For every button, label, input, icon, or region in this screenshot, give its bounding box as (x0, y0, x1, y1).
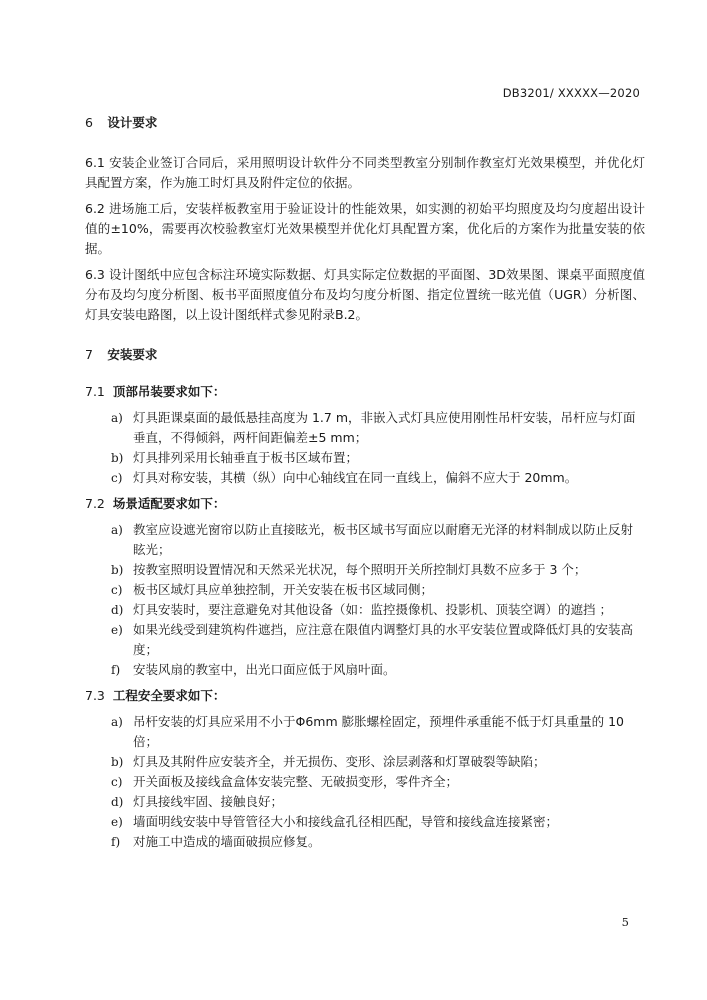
list-item-text: 灯具距课桌面的最低悬挂高度为 1.7 m，非嵌入式灯具应使用刚性吊杆安装，吊杆应与灯面垂直，不得倾斜，两杆间距偏差±5 mm； (133, 410, 636, 445)
section-6-number: 6 (85, 115, 93, 130)
list-item-text: 如果光线受到建筑构件遮挡，应注意在限值内调整灯具的水平安装位置或降低灯具的安装高度； (133, 622, 634, 657)
subsection-7-3-title: 工程安全要求如下： (112, 688, 226, 703)
page-content (85, 113, 645, 852)
list-item-text: 对施工中造成的墙面破损应修复。 (133, 834, 321, 849)
list-marker: f) (111, 835, 121, 849)
list-item (85, 752, 645, 772)
list-marker: a) (111, 411, 123, 425)
section-6-title: 设计要求 (107, 115, 158, 130)
list-item (85, 560, 645, 580)
list-item (85, 660, 645, 680)
list-item-text: 安装风扇的教室中，出光口面应低于风扇叶面。 (133, 662, 396, 677)
list-7-3 (85, 712, 645, 852)
list-marker: a) (111, 523, 123, 537)
list-item-text: 开关面板及接线盒盒体安装完整、无破损变形，零件齐全； (133, 774, 459, 789)
list-item (85, 580, 645, 600)
list-item (85, 712, 645, 752)
list-item-text: 教室应设遮光窗帘以防止直接眩光，板书区域书写面应以耐磨无光泽的材料制成以防止反射眩光； (133, 522, 634, 557)
section-7-number: 7 (85, 347, 93, 362)
list-item-text: 灯具接线牢固、接触良好； (133, 794, 284, 809)
subsection-7-1-number: 7.1 (85, 384, 105, 399)
list-marker: c) (111, 471, 123, 485)
clause-6-2: 6.2 进场施工后，安装样板教室用于验证设计的性能效果，如实测的初始平均照度及均匀度超出设计值的±10%，需要再次校验教室灯光效果模型并优化灯具配置方案，优化后的方案作为批量安装的依据。 (85, 201, 645, 256)
list-marker: b) (111, 563, 124, 577)
list-item-text: 板书区域灯具应单独控制，开关安装在板书区域同侧； (133, 582, 434, 597)
list-marker: f) (111, 663, 121, 677)
list-item (85, 832, 645, 852)
subsection-7-2-title: 场景适配要求如下： (112, 496, 226, 511)
list-item (85, 772, 645, 792)
list-item (85, 468, 645, 488)
subsection-7-2-number: 7.2 (85, 496, 105, 511)
subsection-7-2-heading (85, 494, 645, 514)
subsection-7-3-heading (85, 686, 645, 706)
list-marker: c) (111, 775, 123, 789)
page-number: 5 (621, 915, 629, 929)
list-item-text: 吊杆安装的灯具应采用不小于Φ6mm 膨胀螺栓固定，预埋件承重能不低于灯具重量的 10 倍； (133, 714, 624, 749)
list-7-2 (85, 520, 645, 680)
list-item-text: 灯具安装时，要注意避免对其他设备（如：监控摄像机、投影机、顶装空调）的遮挡 ； (133, 602, 612, 617)
section-7-heading (85, 345, 645, 365)
list-item-text: 按教室照明设置情况和天然采光状况，每个照明开关所控制灯具数不应多于 3 个； (133, 562, 587, 577)
list-item (85, 520, 645, 560)
clause-6-3: 6.3 设计图纸中应包含标注环境实际数据、灯具实际定位数据的平面图、3D效果图、课桌平面照度值分布及均匀度分析图、板书平面照度值分布及均匀度分析图、指定位置统一眩光值（UGR）分析图、灯具安装电路图，以上设计图纸样式参见附录B.2。 (85, 267, 645, 322)
list-item-text: 灯具排列采用长轴垂直于板书区域布置； (133, 450, 359, 465)
clause-6-1: 6.1 安装企业签订合同后，采用照明设计软件分不同类型教室分别制作教室灯光效果模型，并优化灯具配置方案，作为施工时灯具及附件定位的依据。 (85, 155, 645, 190)
list-item (85, 408, 645, 448)
list-7-1 (85, 408, 645, 488)
list-item-text: 灯具及其附件应安装齐全，并无损伤、变形、涂层剥落和灯罩破裂等缺陷； (133, 754, 546, 769)
list-item-text: 灯具对称安装，其横（纵）向中心轴线宜在同一直线上，偏斜不应大于 20mm。 (133, 470, 578, 485)
list-item (85, 448, 645, 468)
list-marker: b) (111, 755, 124, 769)
list-item-text: 墙面明线安装中导管管径大小和接线盒孔径相匹配，导管和接线盒连接紧密； (133, 814, 559, 829)
list-marker: d) (111, 603, 124, 617)
section-7-title: 安装要求 (107, 347, 158, 362)
list-marker: e) (111, 623, 123, 637)
list-marker: b) (111, 451, 124, 465)
subsection-7-3-number: 7.3 (85, 688, 105, 703)
list-item (85, 792, 645, 812)
list-item (85, 600, 645, 620)
subsection-7-1-heading (85, 382, 645, 402)
list-marker: a) (111, 715, 123, 729)
list-marker: e) (111, 815, 123, 829)
list-marker: c) (111, 583, 123, 597)
subsection-7-1-title: 顶部吊装要求如下： (112, 384, 226, 399)
section-6-heading (85, 113, 645, 133)
list-item (85, 620, 645, 660)
list-marker: d) (111, 795, 124, 809)
document-code: DB3201/ XXXXX—2020 (502, 86, 640, 100)
list-item (85, 812, 645, 832)
